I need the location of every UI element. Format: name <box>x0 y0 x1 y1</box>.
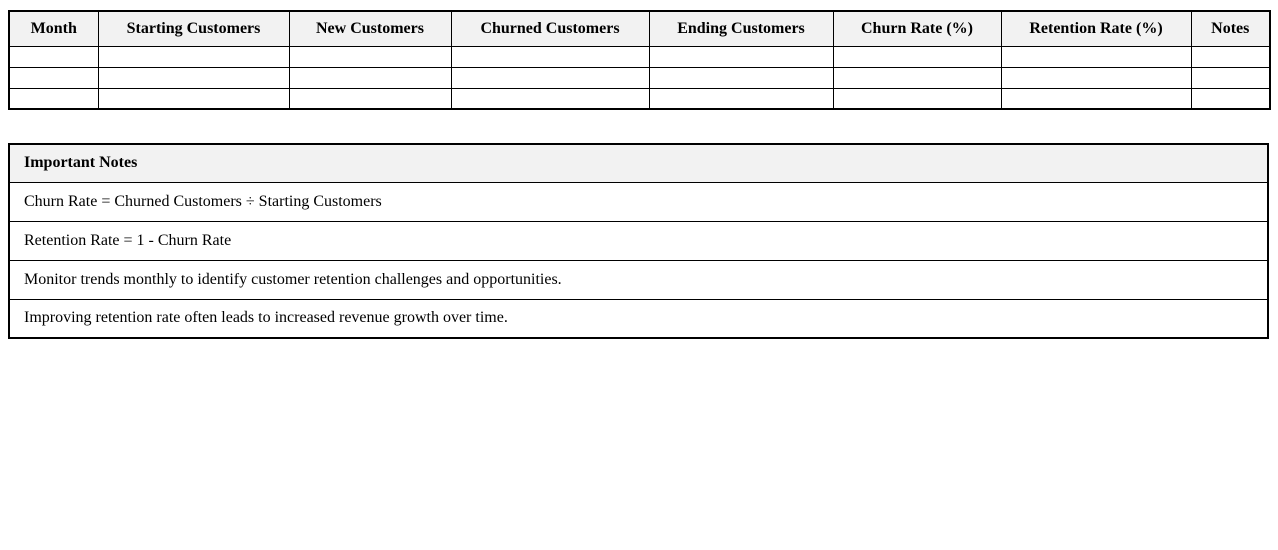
header-starting-customers: Starting Customers <box>98 11 289 46</box>
cell-churned-customers[interactable] <box>451 46 649 67</box>
cell-notes[interactable] <box>1191 88 1270 109</box>
churn-table-row <box>9 46 1270 67</box>
cell-month[interactable] <box>9 46 98 67</box>
churn-tracking-table <box>8 10 1271 110</box>
churn-table-row <box>9 67 1270 88</box>
cell-notes[interactable] <box>1191 46 1270 67</box>
cell-churned-customers[interactable] <box>451 67 649 88</box>
cell-retention-rate[interactable] <box>1001 67 1191 88</box>
notes-table-title: Important Notes <box>9 144 1268 182</box>
notes-table-header-row <box>9 144 1268 182</box>
cell-starting-customers[interactable] <box>98 88 289 109</box>
cell-new-customers[interactable] <box>289 88 451 109</box>
note-item-improving-retention: Improving retention rate often leads to increased revenue growth over time. <box>9 299 1268 338</box>
note-item-monitor-trends: Monitor trends monthly to identify customer retention challenges and opportunities. <box>9 260 1268 299</box>
header-notes: Notes <box>1191 11 1270 46</box>
cell-ending-customers[interactable] <box>649 67 833 88</box>
churn-table-row <box>9 88 1270 109</box>
important-notes-table <box>8 143 1269 339</box>
cell-ending-customers[interactable] <box>649 88 833 109</box>
header-new-customers: New Customers <box>289 11 451 46</box>
cell-starting-customers[interactable] <box>98 67 289 88</box>
note-row <box>9 221 1268 260</box>
header-churn-rate: Churn Rate (%) <box>833 11 1001 46</box>
cell-new-customers[interactable] <box>289 46 451 67</box>
cell-new-customers[interactable] <box>289 67 451 88</box>
cell-ending-customers[interactable] <box>649 46 833 67</box>
header-ending-customers: Ending Customers <box>649 11 833 46</box>
note-item-retention-formula: Retention Rate = 1 - Churn Rate <box>9 221 1268 260</box>
cell-churn-rate[interactable] <box>833 67 1001 88</box>
cell-notes[interactable] <box>1191 67 1270 88</box>
cell-starting-customers[interactable] <box>98 46 289 67</box>
cell-retention-rate[interactable] <box>1001 46 1191 67</box>
note-row <box>9 299 1268 338</box>
header-retention-rate: Retention Rate (%) <box>1001 11 1191 46</box>
cell-churned-customers[interactable] <box>451 88 649 109</box>
cell-month[interactable] <box>9 88 98 109</box>
note-row <box>9 182 1268 221</box>
header-month: Month <box>9 11 98 46</box>
cell-retention-rate[interactable] <box>1001 88 1191 109</box>
note-row <box>9 260 1268 299</box>
cell-churn-rate[interactable] <box>833 46 1001 67</box>
churn-table-header-row <box>9 11 1270 46</box>
cell-month[interactable] <box>9 67 98 88</box>
cell-churn-rate[interactable] <box>833 88 1001 109</box>
header-churned-customers: Churned Customers <box>451 11 649 46</box>
note-item-churn-formula: Churn Rate = Churned Customers ÷ Starting Customers <box>9 182 1268 221</box>
